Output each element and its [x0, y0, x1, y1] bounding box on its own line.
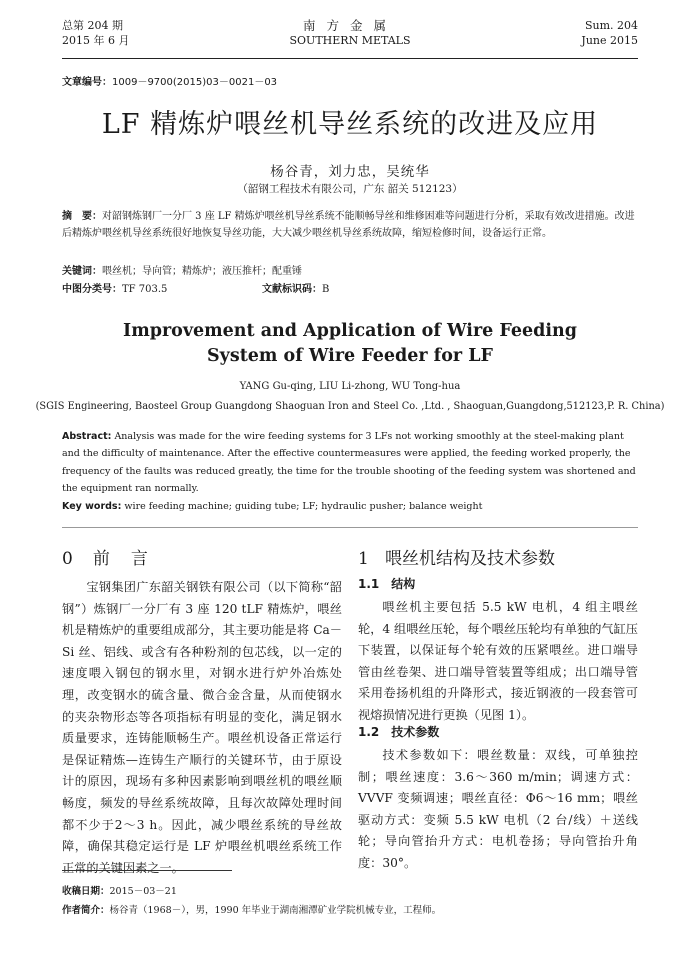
- journal-name-en: SOUTHERN METALS: [289, 34, 411, 47]
- classification-line: [62, 281, 330, 298]
- section-0-number: 0: [62, 549, 75, 569]
- authors-en: YANG Gu-qing, LIU Li-zhong, WU Tong-hua: [239, 381, 461, 392]
- article-number-value: 1009－9700(2015)03－0021－03: [112, 77, 278, 88]
- abstract-divider: [62, 527, 638, 528]
- received-value: 2015－03－21: [109, 886, 177, 897]
- classification-value: TF 703.5: [122, 284, 168, 295]
- section-0-heading: [62, 544, 150, 569]
- subsection-1-1-heading: [358, 575, 415, 592]
- classification-label: 中图分类号：: [62, 284, 122, 295]
- doc-code: [262, 281, 329, 298]
- keywords-en: [62, 501, 482, 512]
- section-1-number: 1: [358, 549, 369, 569]
- keywords-en-text: wire feeding machine; guiding tube; LF; hydraulic pusher; balance weight: [121, 501, 483, 512]
- header-left-line2: 2015 年 6 月: [62, 34, 130, 47]
- abstract-cn-text: 对韶钢炼钢厂一分厂 3 座 LF 精炼炉喂丝机导丝系统不能顺畅导丝和维修困难等问题进行分析，采取有效改进措施。改进后精炼炉喂丝机导丝系统很好地恢复导丝功能，大大减少喂丝机导丝系统故障，缩短检修时间，设备运行正常。: [62, 211, 635, 239]
- header-issue-en: [581, 18, 638, 48]
- abstract-en-text: Analysis was made for the wire feeding systems for 3 LFs not working smoothly at the steel-making plant and the difficulty of maintenance. After the effective countermeasures were applied, the feeding worked properly, the frequency of the faults was reduced greatly, the time for the trouble shooting of the feeding system was shortened and the equipment ran normally.: [62, 431, 636, 495]
- running-header: [62, 18, 638, 59]
- doc-code-label: 文献标识码：: [262, 284, 322, 295]
- affiliation-en: (SGIS Engineering, Baosteel Group Guangdong Shaoguan Iron and Steel Co. ,Ltd. , Shaoguan,Guangdong,512123,P. R. China): [35, 401, 665, 412]
- received-label: 收稿日期：: [62, 886, 110, 897]
- footnote-author: [62, 902, 441, 916]
- subsection-1-2-heading: [358, 723, 439, 740]
- subsection-1-1-title: 结构: [391, 577, 416, 591]
- header-left-line1: 总第 204 期: [62, 19, 123, 32]
- keywords-cn: [62, 263, 302, 280]
- title-cn: LF 精炼炉喂丝机导丝系统的改进及应用: [101, 109, 599, 140]
- keywords-en-label: Key words:: [62, 501, 122, 512]
- footnote-received: [62, 883, 177, 897]
- section-0-body: 宝钢集团广东韶关钢铁有限公司（以下简称“韶钢”）炼钢厂一分厂有 3 座 120 tLF 精炼炉，喂丝机是精炼炉的重要组成部分，其主要功能是将 Ca－Si 丝、铝线、或含有各种粉剂的包芯线，以一定的速度喂入钢包的钢水里，对钢水进行炉外冶炼处理，改变钢水的硫含量、微合金含量，从而使钢水的夹杂物形态等各项指标有明显的变化，满足钢水质量要求，连铸能顺畅生产。喂丝机设备正常运行是保证精炼—连铸生产顺行的关键环节，由于原设计的原因，现场有多种因素影响到喂丝机的喂丝顺畅度，频发的导丝系统故障，且每次故障处理时间都不少于2～3 h。因此，减少喂丝系统的导丝故障，确保其稳定运行是 LF 炉喂丝机喂丝系统工作正常的关键因素之一。: [62, 580, 342, 875]
- article-number-label: 文章编号：: [62, 77, 112, 88]
- footnote-divider: [62, 870, 232, 871]
- abstract-en: [62, 428, 638, 498]
- subsection-1-1-number: 1.1: [358, 577, 380, 591]
- title-en: [0, 319, 700, 369]
- subsection-1-2-number: 1.2: [358, 725, 380, 739]
- affiliation-cn: （韶钢工程技术有限公司，广东 韶关 512123）: [237, 183, 463, 195]
- author-bio-label: 作者简介：: [62, 905, 110, 916]
- authors-cn: 杨谷青，刘力忠，吴统华: [270, 164, 430, 180]
- abstract-cn: [62, 208, 638, 242]
- header-right-line2: June 2015: [581, 34, 638, 47]
- abstract-en-label: Abstract:: [62, 431, 112, 442]
- title-en-line2: System of Wire Feeder for LF: [207, 346, 493, 366]
- header-journal: [62, 18, 638, 48]
- section-1-title: 喂丝机结构及技术参数: [385, 549, 556, 569]
- abstract-cn-label: 摘 要：: [62, 211, 102, 222]
- author-bio-value: 杨谷青（1968－），男，1990 年毕业于湖南湘潭矿业学院机械专业，工程师。: [109, 905, 442, 916]
- keywords-cn-label: 关键词：: [62, 266, 102, 277]
- subsection-1-2-title: 技术参数: [391, 725, 440, 739]
- doc-code-value: B: [322, 284, 330, 295]
- header-right-line1: Sum. 204: [584, 19, 638, 32]
- article-number: [62, 73, 277, 88]
- subsection-1-2-body: 技术参数如下：喂丝数量：双线，可单独控制；喂丝速度：3.6～360 m/min；调速方式：VVVF 变频调速；喂丝直径：Φ6～16 mm；喂丝驱动方式：变频 5.5 kW 电机（2 台/线）＋送线轮；导向管抬升方式：电机卷扬；导向管抬升角度：30°。: [358, 748, 638, 870]
- section-0-title: 前 言: [92, 549, 150, 569]
- keywords-cn-text: 喂丝机；导向管；精炼炉；液压推杆；配重锤: [102, 266, 302, 277]
- journal-name-cn: 南方金属: [302, 18, 397, 33]
- title-en-line1: Improvement and Application of Wire Feeding: [123, 321, 577, 341]
- section-1-heading: [358, 544, 555, 569]
- subsection-1-1-body: 喂丝机主要包括 5.5 kW 电机，4 组主喂丝轮，4 组喂丝压轮，每个喂丝压轮均有单独的气缸压下装置，以保证每个轮有效的压紧喂丝。进口端导管由丝卷架、进口端导管装置等组成；出口端导管采用卷扬机组的升降形式，接近钢液的一段套管可视熔损情况进行更换（见图 1）。: [358, 600, 638, 722]
